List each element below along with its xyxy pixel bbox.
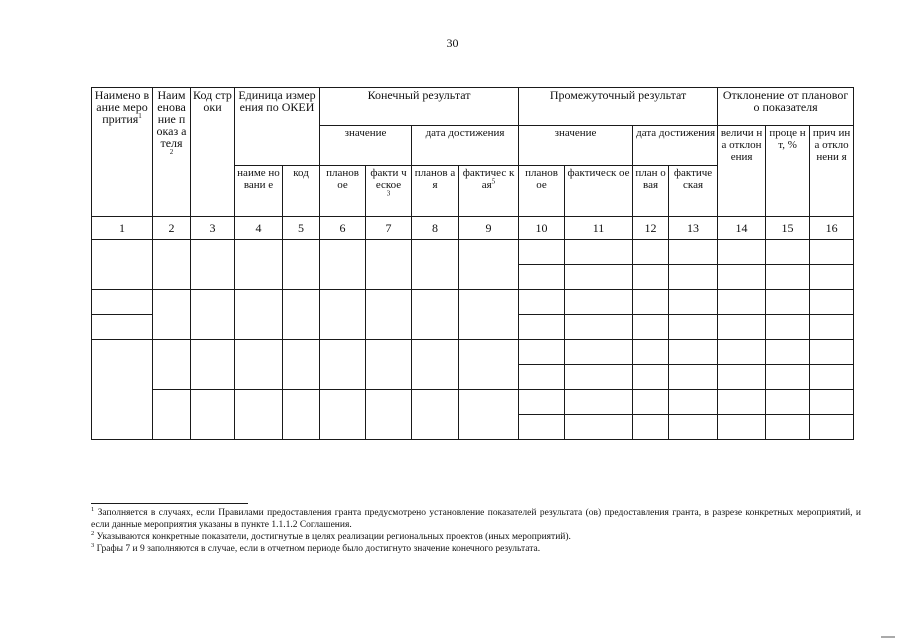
empty-cell[interactable] [459, 340, 519, 390]
empty-cell[interactable] [718, 365, 766, 390]
empty-cell[interactable] [519, 240, 565, 265]
table-row [92, 290, 854, 315]
empty-cell[interactable] [92, 340, 153, 440]
footnote-1-mark: 1 [91, 505, 95, 513]
report-table [91, 87, 854, 440]
empty-cell[interactable] [766, 265, 810, 290]
empty-cell[interactable] [669, 240, 718, 265]
column-number: 7 [366, 217, 412, 240]
empty-cell[interactable] [153, 240, 191, 290]
header-indicator-name-text: Наим енова ние показ ателя [156, 88, 187, 150]
column-number: 3 [191, 217, 235, 240]
empty-cell[interactable] [92, 290, 153, 315]
header-final-actual-date [459, 166, 519, 217]
header-interim-actual-value: фактическ ое [565, 166, 633, 217]
empty-cell[interactable] [766, 390, 810, 415]
header-deviation-reason: прич ина откло нени я [810, 126, 854, 217]
table-row [92, 390, 854, 415]
header-event-name [92, 88, 153, 217]
footnote-2-text: Указываются конкретные показатели, достигнутые в целях реализации региональных проектов (иных мероприятий). [96, 532, 571, 542]
empty-cell[interactable] [810, 390, 854, 415]
empty-cell[interactable] [565, 240, 633, 265]
empty-cell[interactable] [459, 240, 519, 290]
empty-cell[interactable] [810, 315, 854, 340]
empty-cell[interactable] [810, 415, 854, 440]
empty-cell[interactable] [633, 365, 669, 390]
empty-cell[interactable] [669, 340, 718, 365]
empty-cell[interactable] [633, 240, 669, 265]
empty-cell[interactable] [235, 240, 283, 290]
column-number: 9 [459, 217, 519, 240]
empty-cell[interactable] [766, 340, 810, 365]
column-number: 11 [565, 217, 633, 240]
footnote-1-text: Заполняется в случаях, если Правилами предоставления гранта предусмотрено установление показателей результата (ов) предоставления гранта, в разрезе конкретных мероприятий, и если данные мероприятия указаны в пункте 1.1.1.2 Соглашения. [91, 508, 862, 530]
empty-cell[interactable] [633, 290, 669, 315]
empty-cell[interactable] [283, 240, 320, 290]
empty-cell[interactable] [459, 390, 519, 440]
empty-cell[interactable] [766, 365, 810, 390]
table-row [92, 240, 854, 265]
empty-cell[interactable] [519, 415, 565, 440]
empty-cell[interactable] [283, 340, 320, 390]
empty-cell[interactable] [519, 365, 565, 390]
empty-cell[interactable] [565, 290, 633, 315]
header-interim-planned-value: планов ое [519, 166, 565, 217]
footnote-ref-5: 5 [491, 177, 496, 186]
empty-cell[interactable] [718, 240, 766, 265]
column-number: 10 [519, 217, 565, 240]
column-number: 12 [633, 217, 669, 240]
column-number: 6 [320, 217, 366, 240]
empty-cell[interactable] [92, 240, 153, 290]
empty-cell[interactable] [669, 415, 718, 440]
empty-cell[interactable] [633, 340, 669, 365]
column-number: 4 [235, 217, 283, 240]
empty-cell[interactable] [718, 390, 766, 415]
empty-cell[interactable] [565, 315, 633, 340]
scan-artifact [881, 636, 895, 638]
header-interim-planned-date: план овая [633, 166, 669, 217]
empty-cell[interactable] [153, 390, 191, 440]
empty-cell[interactable] [235, 290, 283, 340]
footnote-ref-1: 1 [138, 112, 142, 120]
empty-cell[interactable] [153, 340, 191, 390]
column-number: 8 [412, 217, 459, 240]
empty-cell[interactable] [320, 340, 366, 390]
empty-cell[interactable] [459, 290, 519, 340]
empty-cell[interactable] [810, 365, 854, 390]
empty-cell[interactable] [191, 390, 235, 440]
empty-cell[interactable] [718, 415, 766, 440]
table-row [92, 340, 854, 365]
header-indicator-name [153, 88, 191, 217]
empty-cell[interactable] [810, 290, 854, 315]
empty-cell[interactable] [810, 340, 854, 365]
empty-cell[interactable] [366, 390, 412, 440]
empty-cell[interactable] [669, 390, 718, 415]
column-number: 15 [766, 217, 810, 240]
empty-cell[interactable] [519, 265, 565, 290]
empty-cell[interactable] [633, 390, 669, 415]
header-unit: Единица измерения по ОКЕИ [235, 88, 320, 166]
empty-cell[interactable] [92, 315, 153, 340]
empty-cell[interactable] [718, 265, 766, 290]
column-number: 16 [810, 217, 854, 240]
empty-cell[interactable] [718, 340, 766, 365]
empty-cell[interactable] [565, 365, 633, 390]
empty-cell[interactable] [320, 240, 366, 290]
header-final-actual-value [366, 166, 412, 217]
header-row-code: Код строки [191, 88, 235, 217]
footnote-3 [91, 543, 861, 555]
footnote-ref-2: 2 [169, 148, 174, 156]
footnote-2-mark: 2 [91, 529, 95, 537]
header-interim-value: значение [519, 126, 633, 166]
empty-cell[interactable] [412, 240, 459, 290]
footnote-3-text: Графы 7 и 9 заполняются в случае, если в отчетном периоде было достигнуто значение конечного результата. [96, 544, 541, 554]
column-number: 14 [718, 217, 766, 240]
header-final-actual-date-text: фактичес кая [462, 167, 515, 191]
empty-cell[interactable] [565, 390, 633, 415]
header-event-name-text: Наимено вание меропрития [94, 88, 150, 126]
empty-cell[interactable] [565, 340, 633, 365]
header-final-planned-value: планов ое [320, 166, 366, 217]
empty-cell[interactable] [633, 265, 669, 290]
header-deviation: Отклонение от планового показателя [718, 88, 854, 126]
empty-cell[interactable] [191, 240, 235, 290]
empty-cell[interactable] [766, 315, 810, 340]
page-number: 30 [446, 36, 459, 50]
empty-cell[interactable] [766, 240, 810, 265]
header-deviation-percent: проце нт, % [766, 126, 810, 217]
empty-cell[interactable] [412, 340, 459, 390]
empty-cell[interactable] [153, 290, 191, 340]
empty-cell[interactable] [519, 390, 565, 415]
header-interim-date: дата достижения [633, 126, 718, 166]
header-final-actual-value-text: факти ческое [370, 167, 407, 191]
footnote-ref-3: 3 [386, 189, 391, 198]
empty-cell[interactable] [633, 415, 669, 440]
column-number-row [92, 217, 854, 240]
empty-cell[interactable] [565, 415, 633, 440]
empty-cell[interactable] [633, 315, 669, 340]
empty-cell[interactable] [412, 390, 459, 440]
footnotes [91, 507, 861, 555]
empty-cell[interactable] [766, 415, 810, 440]
empty-cell[interactable] [519, 340, 565, 365]
empty-cell[interactable] [565, 265, 633, 290]
empty-cell[interactable] [191, 340, 235, 390]
footnote-3-mark: 3 [91, 541, 95, 549]
header-unit-name: наиме новани е [235, 166, 283, 217]
header-unit-code: код [283, 166, 320, 217]
column-number: 2 [153, 217, 191, 240]
column-number: 1 [92, 217, 153, 240]
column-number: 13 [669, 217, 718, 240]
empty-cell[interactable] [718, 290, 766, 315]
empty-cell[interactable] [235, 340, 283, 390]
empty-cell[interactable] [519, 315, 565, 340]
empty-cell[interactable] [320, 390, 366, 440]
empty-cell[interactable] [235, 390, 283, 440]
empty-cell[interactable] [191, 290, 235, 340]
column-number: 5 [283, 217, 320, 240]
footnote-separator [91, 503, 248, 504]
empty-cell[interactable] [669, 265, 718, 290]
header-final-result: Конечный результат [320, 88, 519, 126]
empty-cell[interactable] [366, 240, 412, 290]
empty-cell[interactable] [810, 265, 854, 290]
header-final-value: значение [320, 126, 412, 166]
empty-cell[interactable] [810, 240, 854, 265]
empty-cell[interactable] [669, 290, 718, 315]
empty-cell[interactable] [283, 390, 320, 440]
empty-cell[interactable] [669, 315, 718, 340]
empty-cell[interactable] [320, 290, 366, 340]
empty-cell[interactable] [519, 290, 565, 315]
header-interim-result: Промежуточный результат [519, 88, 718, 126]
header-final-planned-date: планов ая [412, 166, 459, 217]
empty-cell[interactable] [718, 315, 766, 340]
empty-cell[interactable] [669, 365, 718, 390]
header-deviation-amount: величи на отклон ения [718, 126, 766, 217]
empty-cell[interactable] [283, 290, 320, 340]
footnote-2 [91, 531, 861, 543]
empty-cell[interactable] [366, 340, 412, 390]
empty-cell[interactable] [412, 290, 459, 340]
empty-cell[interactable] [366, 290, 412, 340]
header-interim-actual-date: фактиче ская [669, 166, 718, 217]
header-final-date: дата достижения [412, 126, 519, 166]
footnote-1 [91, 507, 861, 531]
empty-cell[interactable] [766, 290, 810, 315]
